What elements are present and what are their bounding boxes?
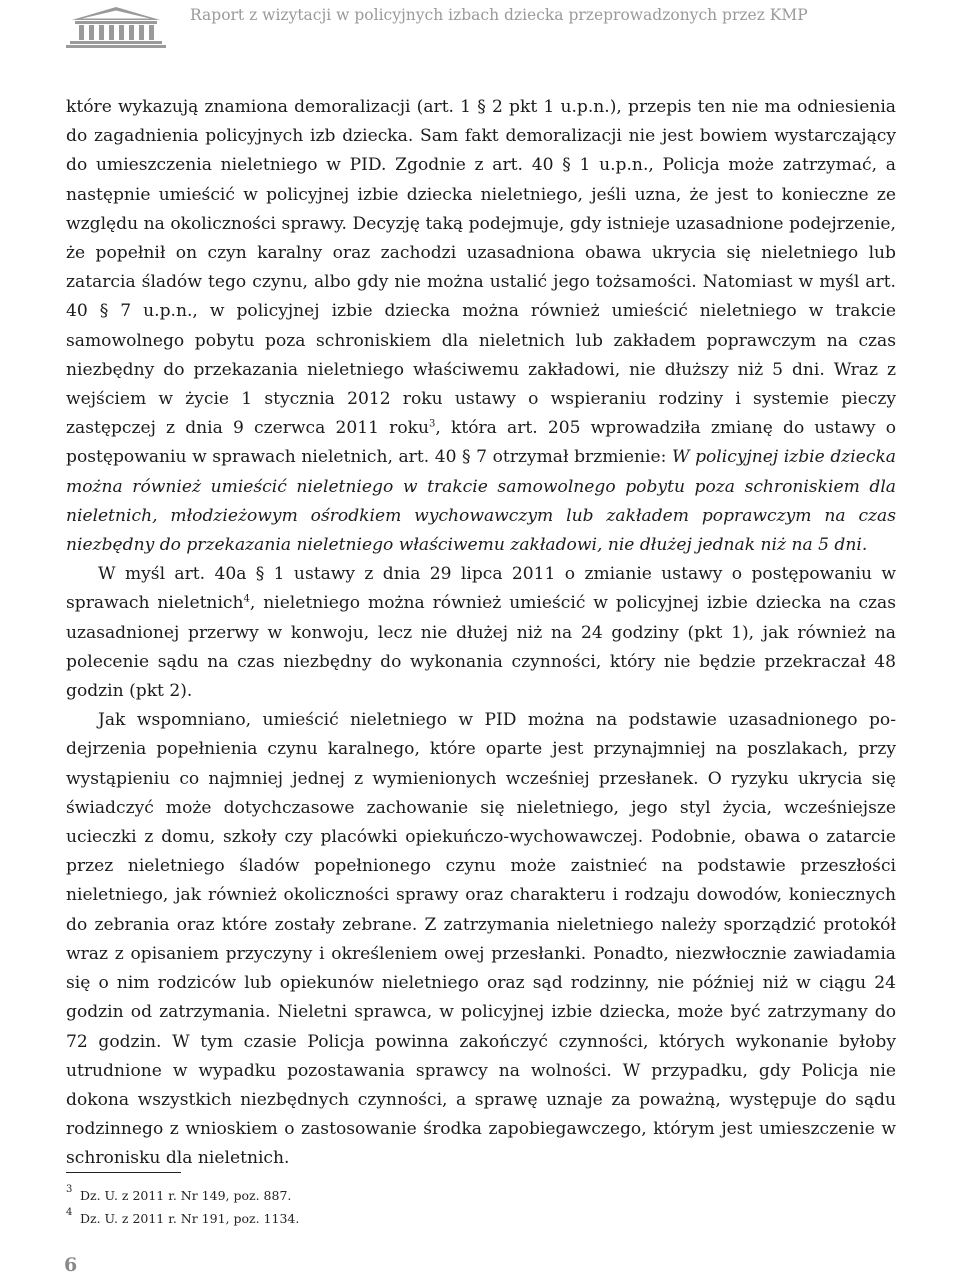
quoted-provision: W policyjnej izbie dziecka można również umieścić nieletniego w trakcie samowolnego pobytu poza schroniskiem dla nieletnich, młodzieżowym ośrodkiem wychowawczym lub zakładem poprawczym na czas niezbędny do przekazania nieletniego właściwemu zakładowi, nie dłużej jednak niż na 5 dni. — [66, 447, 896, 556]
paragraph-text: , nieletniego można również umieścić w policyjnej izbie dziecka na czas uzasadnionej przerwy w konwoju, lecz nie dłużej niż na 24 godziny (pkt 1), jak również na polecenie sądu na czas niezbędny do wykonania czynności, który nie będzie przekraczał 48 godzin (pkt 2). — [66, 593, 896, 702]
page-header — [0, 0, 960, 60]
paragraph-text: , która art. 205 wprowadziła zmianę do ustawy o postępowaniu w sprawach nieletnich, art. 40 § 7 otrzymał brzmienie: — [66, 418, 896, 468]
body-text — [66, 93, 896, 1174]
paragraph — [66, 560, 896, 706]
page-number: 6 — [64, 1254, 78, 1276]
paragraph-text: Jak wspomniano, umieścić nieletniego w PID można na podstawie uzasadnionego podejrzenia popełnienia czynu karalnego, które oparte jest przynajmniej na poszlakach, przy wystąpieniu co najmniej jednej z wymienionych wcześniej przesłanek. O ryzyku ukrycia się świadczyć może dotychczasowe zachowanie się nieletniego, jego styl życia, wcześniejsze ucieczki z domu, szkoły czy placówki opiekuńczo-wychowawczej. Podobnie, obawa o zatarcie przez nieletniego śladów popełnionego czynu może zaistnieć na podstawie przeszłości nieletniego, jak również okoliczności sprawy oraz charakteru i rodzaju dowodów, koniecznych do zebrania oraz które zostały zebrane. Z zatrzymania nieletniego należy sporządzić protokół wraz z opisaniem przyczyny i określeniem owej przesłanki. Ponadto, niezwłocznie zawiadamia się o nim rodziców lub opiekunów nieletniego oraz sąd rodzinny, nie później niż w ciągu 24 godzin od zatrzymania. Nieletni sprawca, w policyjnej izbie dziecka, może być zatrzymany do 72 godzin. W tym czasie Policja powinna zakończyć czynności, których wykonanie byłoby utrudnione w wypadku pozostawania sprawcy na wolności. W przypadku, gdy Policja nie dokona wszystkich niezbędnych czynności, a sprawę uznaje za poważną, występuje do sądu rodzinnego z wnioskiem o zastosowanie środka zapobiegawczego, którym jest umieszczenie w schronisku dla nieletnich. — [66, 710, 896, 1169]
institution-building-icon — [62, 4, 170, 48]
paragraph-text: W myśl art. 40a § 1 ustawy z dnia 29 lipca 2011 o zmianie ustawy o postępowaniu w sprawach nieletnich — [66, 564, 896, 614]
paragraph — [66, 706, 896, 1173]
paragraph-text: które wykazują znamiona demoralizacji (art. 1 § 2 pkt 1 u.p.n.), przepis ten nie ma odniesienia do zagadnienia policyjnych izb dziecka. Sam fakt demoralizacji nie jest bowiem wystarczający do umieszczenia nieletniego w PID. Zgodnie z art. 40 § 1 u.p.n., Policja może zatrzymać, a następnie umieścić w policyjnej izbie dziecka nieletniego, jeśli uzna, że jest to konieczne ze względu na okoliczności sprawy. Decyzję taką podejmuje, gdy istnieje uzasadnione podejrzenie, że popełnił on czyn karalny oraz zachodzi uzasadniona obawa ukrycia się nieletniego lub zatarcia śladów tego czynu, albo gdy nie można ustalić jego tożsamości. Natomiast w myśl art. 40 § 7 u.p.n., w policyjnej izbie dziecka można również umieścić nieletniego w trakcie samowolnego pobytu poza schroniskiem dla nieletnich lub zakładem poprawczym na czas niezbędny do przekazania nieletniego właściwemu zakładowi, nie dłuższy niż 5 dni. Wraz z wejściem w życie 1 stycznia 2012 roku ustawy o wspieraniu rodziny i systemie pieczy zastępczej z dnia 9 czerwca 2011 roku — [66, 97, 896, 439]
footnotes — [66, 1184, 299, 1230]
footnote-divider — [66, 1172, 181, 1173]
header-title: Raport z wizytacji w policyjnych izbach dziecka przeprowadzonych przez KMP — [190, 6, 808, 24]
footnote — [66, 1207, 299, 1230]
footnote — [66, 1184, 299, 1207]
footnote-text: Dz. U. z 2011 r. Nr 149, poz. 887. — [80, 1188, 292, 1203]
footnote-reference: 3 — [429, 418, 436, 430]
paragraph — [66, 93, 896, 560]
footnote-number: 3 — [66, 1184, 73, 1195]
footnote-text: Dz. U. z 2011 r. Nr 191, poz. 1134. — [80, 1211, 300, 1226]
footnote-number: 4 — [66, 1207, 73, 1218]
footnote-reference: 4 — [243, 593, 250, 605]
